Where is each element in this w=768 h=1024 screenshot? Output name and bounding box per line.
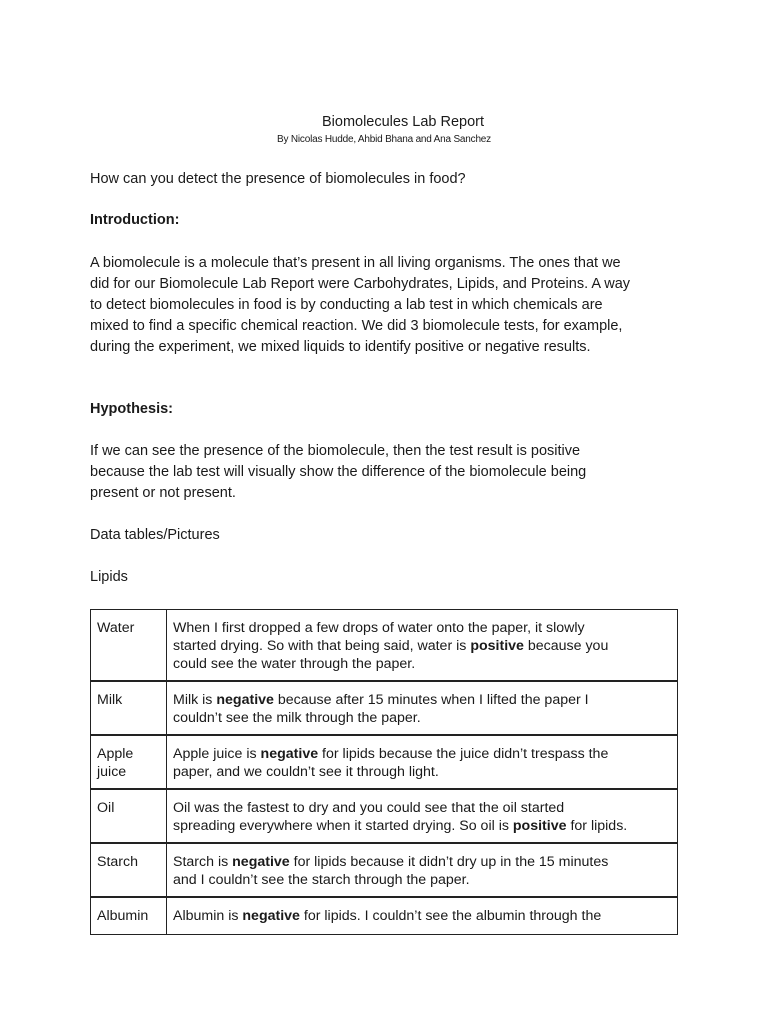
- table-row: [91, 897, 678, 935]
- result-text: for lipids. I couldn’t see the albumin through the: [299, 908, 602, 924]
- substance-cell: Albumin: [91, 897, 167, 935]
- introduction-line: to detect biomolecules in food is by conducting a lab test in which chemicals are: [90, 297, 603, 313]
- result-text: because after 15 minutes when I lifted the paper I: [273, 692, 589, 708]
- result-negative: negative: [216, 692, 274, 708]
- result-negative: negative: [260, 746, 319, 762]
- substance-cell: Milk: [91, 681, 167, 735]
- result-line: and I couldn’t see the starch through the paper.: [173, 872, 470, 888]
- research-question: How can you detect the presence of biomolecules in food?: [90, 171, 466, 187]
- report-title: Biomolecules Lab Report: [321, 114, 484, 130]
- lipids-table: [90, 609, 678, 935]
- introduction-line: during the experiment, we mixed liquids to identify positive or negative results.: [90, 339, 591, 355]
- result-line: [173, 817, 671, 835]
- result-text: for lipids because the juice didn’t trespass the: [318, 746, 609, 762]
- substance-line: juice: [97, 764, 127, 780]
- lipids-heading: Lipids: [90, 569, 128, 585]
- table-row: [91, 681, 678, 735]
- result-line: paper, and we couldn’t see it through light.: [173, 764, 439, 780]
- introduction-line: did for our Biomolecule Lab Report were Carbohydrates, Lipids, and Proteins. A way: [90, 276, 631, 292]
- result-line: [173, 745, 671, 763]
- substance-cell: [91, 735, 167, 789]
- introduction-line: mixed to find a specific chemical reaction. We did 3 biomolecule tests, for example,: [90, 318, 623, 334]
- report-authors: By Nicolas Hudde, Ahbid Bhana and Ana Sanchez: [277, 134, 491, 145]
- result-text: Milk is: [173, 692, 217, 708]
- hypothesis-line: If we can see the presence of the biomolecule, then the test result is positive: [90, 443, 581, 459]
- table-row: [91, 843, 678, 897]
- result-cell: [167, 789, 678, 843]
- hypothesis-heading: Hypothesis:: [90, 401, 173, 417]
- substance-cell: Starch: [91, 843, 167, 897]
- introduction-paragraph: [90, 253, 680, 358]
- result-negative: negative: [242, 908, 300, 924]
- table-row: [91, 789, 678, 843]
- result-positive: positive: [512, 818, 567, 834]
- result-text: for lipids.: [566, 818, 628, 834]
- introduction-line: A biomolecule is a molecule that’s present in all living organisms. The ones that we: [90, 255, 621, 271]
- result-line: [173, 907, 671, 927]
- result-text: Starch is: [173, 854, 233, 870]
- result-positive: positive: [470, 638, 524, 654]
- result-negative: negative: [232, 854, 290, 870]
- result-text: for lipids because it didn’t dry up in the 15 minutes: [289, 854, 609, 870]
- hypothesis-line: present or not present.: [90, 485, 236, 501]
- result-line: [173, 637, 671, 655]
- result-cell: [167, 735, 678, 789]
- result-cell: [167, 610, 678, 682]
- result-line: couldn’t see the milk through the paper.: [173, 710, 421, 726]
- result-text: because you: [523, 638, 609, 654]
- result-line: [173, 691, 671, 709]
- result-text: Albumin is: [173, 908, 243, 924]
- substance-cell: Oil: [91, 789, 167, 843]
- hypothesis-paragraph: [90, 441, 680, 504]
- table-row: [91, 735, 678, 789]
- result-text: Apple juice is: [173, 746, 261, 762]
- data-tables-heading: Data tables/Pictures: [90, 527, 220, 543]
- hypothesis-line: because the lab test will visually show the difference of the biomolecule being: [90, 464, 587, 480]
- result-cell: [167, 897, 678, 935]
- result-line: [173, 853, 671, 871]
- result-line: could see the water through the paper.: [173, 656, 416, 672]
- result-cell: [167, 681, 678, 735]
- result-cell: [167, 843, 678, 897]
- substance-line: Apple: [97, 746, 134, 762]
- result-text: started drying. So with that being said, water is: [173, 638, 471, 654]
- result-text: spreading everywhere when it started drying. So oil is: [173, 818, 513, 834]
- result-line: When I first dropped a few drops of water onto the paper, it slowly: [173, 620, 585, 636]
- result-line: Oil was the fastest to dry and you could see that the oil started: [173, 800, 565, 816]
- introduction-heading: Introduction:: [90, 212, 180, 228]
- substance-cell: Water: [91, 610, 167, 682]
- table-row: [91, 610, 678, 682]
